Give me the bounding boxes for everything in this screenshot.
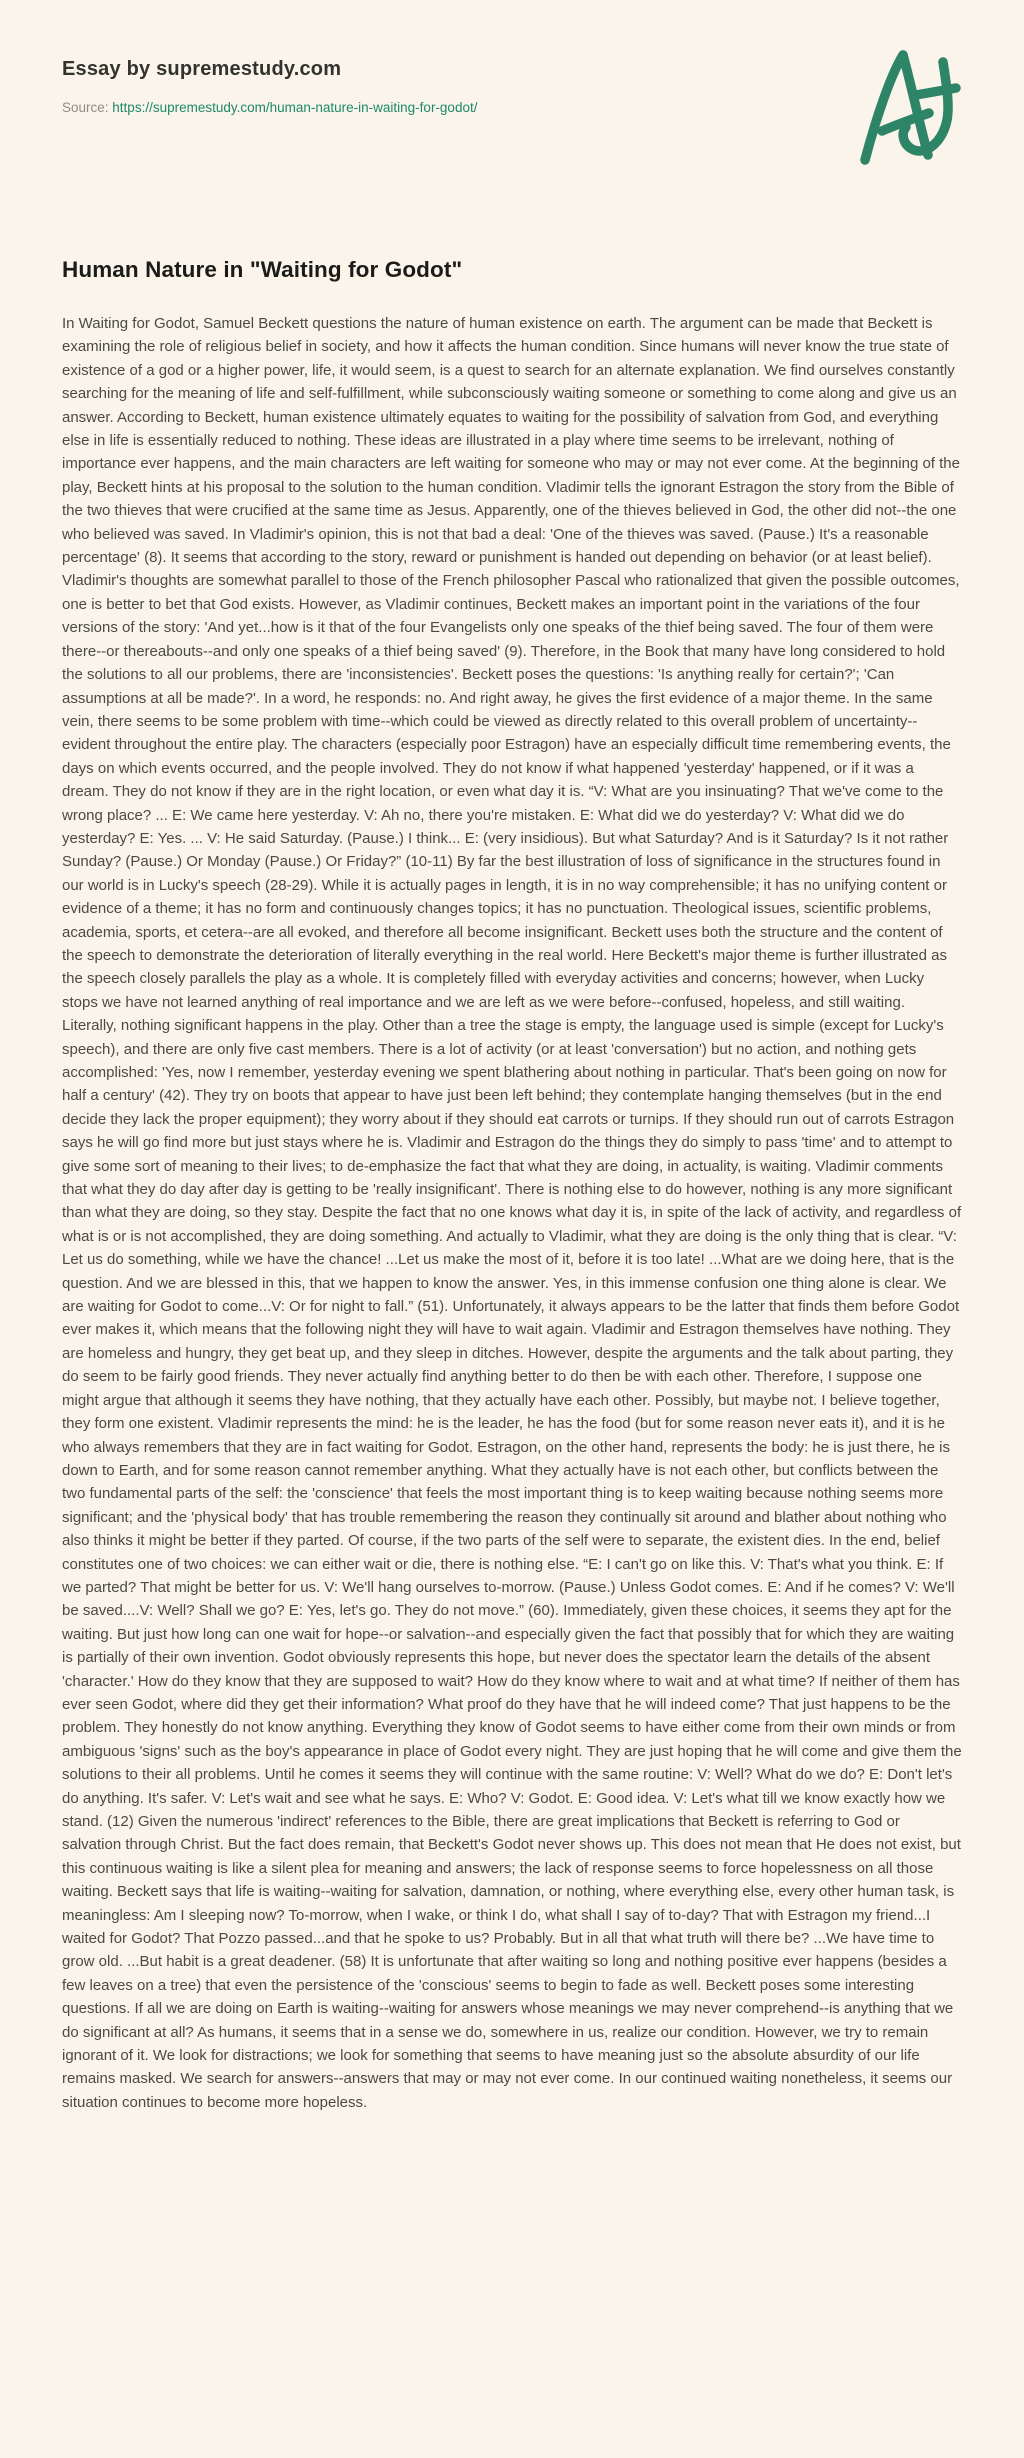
source-url-link[interactable]: https://supremestudy.com/human-nature-in-waiting-for-godot/: [112, 100, 478, 115]
essay-byline: Essay by supremestudy.com: [62, 58, 342, 80]
source-label: Source:: [62, 100, 109, 115]
article-title: Human Nature in "Waiting for Godot": [62, 257, 463, 282]
essay-body-text: In Waiting for Godot, Samuel Beckett questions the nature of human existence on earth. The argument can be made that Beckett is examining the role of religious belief in society, and how it affects the human condition. Since humans will never know the true state of existence of a god or a higher power, life, it would seem, is a quest to search for an alternate explanation. We find ourselves constantly searching for the meaning of life and self-fulfillment, while subconsciously waiting someone or something to come along and give us an answer. According to Beckett, human existence ultimately equates to waiting for the possibility of salvation from God, and everything else in life is essentially reduced to nothing. These ideas are illustrated in a play where time seems to be irrelevant, nothing of importance ever happens, and the main characters are left waiting for someone who may or may not ever come. At the beginning of the play, Beckett hints at his proposal to the solution to the human condition. Vladimir tells the ignorant Estragon the story from the Bible of the two thieves that were crucified at the same time as Jesus. Apparently, one of the thieves believed in God, the other did not--the one who believed was saved. In Vladimir's opinion, this is not that bad a deal: 'One of the thieves was saved. (Pause.) It's a reasonable percentage' (8). It seems that according to the story, reward or punishment is handed out depending on behavior (or at least belief). Vladimir's thoughts are somewhat parallel to those of the French philosopher Pascal who rationalized that given the possible outcomes, one is better to bet that God exists. However, as Vladimir continues, Beckett makes an important point in the variations of the four versions of the story: 'And yet...how is it that of the four Evangelists only one speaks of the thief being saved. The four of them were there--or thereabouts--and only one speaks of a thief being saved' (9). Therefore, in the Book that many have long considered to hold the solutions to all our problems, there are 'inconsistencies'. Beckett poses the questions: 'Is anything really for certain?'; 'Can assumptions at all be made?'. In a word, he responds: no. And right away, he gives the first evidence of a major theme. In the same vein, there seems to be some problem with time--which could be viewed as directly related to this overall problem of uncertainty--evident throughout the entire play. The characters (especially poor Estragon) have an especially difficult time remembering events, the days on which events occurred, and the people involved. They do not know if what happened 'yesterday' happened, or if it was a dream. They do not know if they are in the right location, or even what day it is. “V: What are you insinuating? That we've come to the wrong place? ... E: We came here yesterday. V: Ah no, there you're mistaken. E: What did we do yesterday? V: What did we do yesterday? E: Yes. ... V: He said Saturday. (Pause.) I think... E: (very insidious). But what Saturday? And is it Saturday? Is it not rather Sunday? (Pause.) Or Monday (Pause.) Or Friday?” (10-11) By far the best illustration of loss of significance in the structures found in our world is in Lucky's speech (28-29). While it is actually pages in length, it is in no way comprehensible; it has no unifying content or evidence of a theme; it has no form and continuously changes topics; it has no punctuation. Theological issues, scientific problems, academia, sports, et cetera--are all evoked, and therefore all become insignificant. Beckett uses both the structure and the content of the speech to demonstrate the deterioration of literally everything in the real world. Here Beckett's major theme is further illustrated as the speech closely parallels the play as a whole. It is completely filled with everyday activities and concerns; however, when Lucky stops we have not learned anything of real importance and we are left as we were before--confused, hopeless, and still waiting. Literally, nothing significant happens in the play. Other than a tree the stage is empty, the language used is simple (except for Lucky's speech), and there are only five cast members. There is a lot of activity (or at least 'conversation') but no action, and nothing gets accomplished: 'Yes, now I remember, yesterday evening we spent blathering about nothing in particular. That's been going on now for half a century' (42). They try on boots that appear to have just been left behind; they contemplate hanging themselves (but in the end decide they lack the proper equipment); they worry about if they should eat carrots or turnips. If they should run out of carrots Estragon says he will go find more but just stays where he is. Vladimir and Estragon do the things they do simply to pass 'time' and to attempt to give some sort of meaning to their lives; to de-emphasize the fact that what they are doing, in actuality, is waiting. Vladimir comments that what they do day after day is getting to be 'really insignificant'. There is nothing else to do however, nothing is any more significant than what they are doing, so they stay. Despite the fact that no one knows what day it is, in spite of the lack of activity, and regardless of what is or is not accomplished, they are doing something. And actually to Vladimir, what they are doing is the only thing that is clear. “V: Let us do something, while we have the chance! ...Let us make the most of it, before it is too late! ...What are we doing here, that is the question. And we are blessed in this, that we happen to know the answer. Yes, in this immense confusion one thing alone is clear. We are waiting for Godot to come...V: Or for night to fall.” (51). Unfortunately, it always appears to be the latter that finds them before Godot ever makes it, which means that the following night they will have to wait again. Vladimir and Estragon themselves have nothing. They are homeless and hungry, they get beat up, and they sleep in ditches. However, despite the arguments and the talk about parting, they do seem to be fairly good friends. They never actually find anything better to do then be with each other. Therefore, I suppose one might argue that although it seems they have nothing, that they actually have each other. Possibly, but maybe not. I believe together, they form one existent. Vladimir represents the mind: he is the leader, he has the food (but for some reason never eats it), and it is he who always remembers that they are in fact waiting for Godot. Estragon, on the other hand, represents the body: he is just there, he is down to Earth, and for some reason cannot remember anything. What they actually have is not each other, but conflicts between the two fundamental parts of the self: the 'conscience' that feels the most important thing is to keep waiting because nothing seems more significant; and the 'physical body' that has trouble remembering the reason they continually sit around and blather about nothing who also thinks it might be better if they parted. Of course, if the two parts of the self were to separate, the existent dies. In the end, belief constitutes one of two choices: we can either wait or die, there is nothing else. “E: I can't go on like this. V: That's what you think. E: If we parted? That might be better for us. V: We'll hang ourselves to-morrow. (Pause.) Unless Godot comes. E: And if he comes? V: We'll be saved....V: Well? Shall we go? E: Yes, let's go. They do not move.” (60). Immediately, given these choices, it seems they apt for the waiting. But just how long can one wait for hope--or salvation--and especially given the fact that possibly that for which they are waiting is partially of their own invention. Godot obviously represents this hope, but never does the spectator learn the details of the absent 'character.' How do they know that they are supposed to wait? How do they know where to wait and at what time? If neither of them has ever seen Godot, where did they get their information? What proof do they have that he will indeed come? That just happens to be the problem. They honestly do not know anything. Everything they know of Godot seems to have either come from their own minds or from ambiguous 'signs' such as the boy's appearance in place of Godot every night. They are just hoping that he will come and give them the solutions to their all problems. Until he comes it seems they will continue with the same routine: V: Well? What do we do? E: Don't let's do anything. It's safer. V: Let's wait and see what he says. E: Who? V: Godot. E: Good idea. V: Let's what till we know exactly how we stand. (12) Given the numerous 'indirect' references to the Bible, there are great implications that Beckett is referring to God or salvation through Christ. But the fact does remain, that Beckett's Godot never shows up. This does not mean that He does not exist, but this continuous waiting is like a silent plea for meaning and answers; the lack of response seems to force hopelessness on all those waiting. Beckett says that life is waiting--waiting for salvation, damnation, or nothing, where everything else, every other human task, is meaningless: Am I sleeping now? To-morrow, when I wake, or think I do, what shall I say of to-day? That with Estragon my friend...I waited for Godot? That Pozzo passed...and that he spoke to us? Probably. But in all that what truth will there be? ...We have time to grow old. ...But habit is a great deadener. (58) It is unfortunate that after waiting so long and nothing positive ever happens (besides a few leaves on a tree) that even the persistence of the 'conscious' seems to begin to fade as well. Beckett poses some interesting questions. If all we are doing on Earth is waiting--waiting for answers whose meanings we may never comprehend--is anything that we do significant at all? As humans, it seems that in a sense we do, somewhere in us, realize our condition. However, we try to remain ignorant of it. We look for distractions; we look for something that seems to have meaning just so the absolute absurdity of our life remains masked. We search for answers--answers that may or may not ever come. In our continued waiting nonetheless, it seems our situation continues to become more hopeless.: [62, 315, 962, 2111]
source-line: [62, 100, 962, 115]
a-plus-logo-icon: [858, 42, 968, 166]
